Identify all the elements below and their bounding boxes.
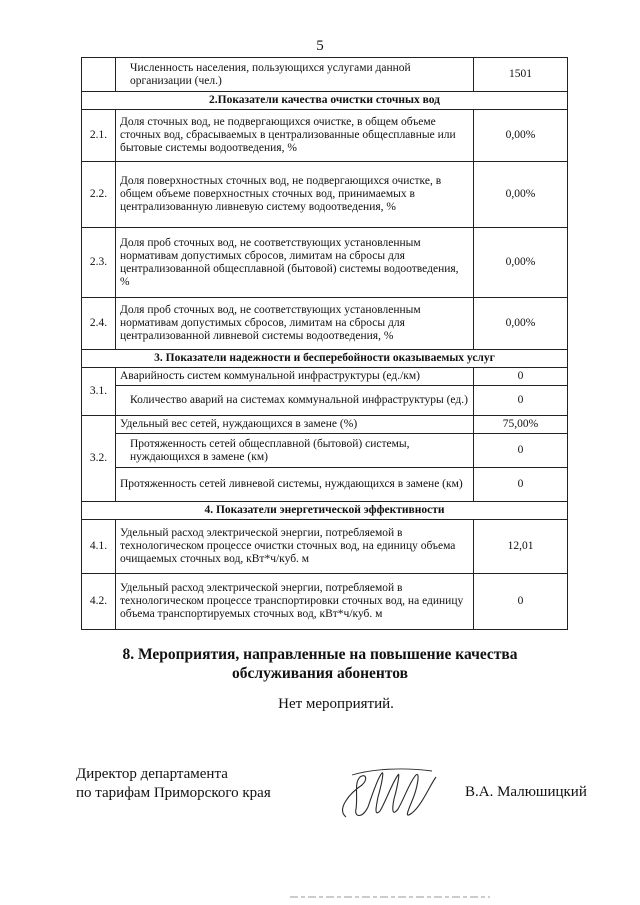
- indicator-text: Удельный вес сетей, нуждающихся в замене (%): [116, 416, 474, 434]
- section-header-row: [82, 350, 568, 368]
- signer-position-line-2: по тарифам Приморского края: [76, 785, 271, 801]
- indicator-value: 0,00%: [474, 162, 568, 228]
- table-row: [82, 162, 568, 228]
- indicator-text: Удельный расход электрической энергии, потребляемой в технологическом процессе транспортировки сточных вод, на единицу объема транспортируемых сточных вод, кВт*ч/куб. м: [116, 574, 474, 630]
- signer-position: [76, 765, 271, 803]
- table-row: [82, 434, 568, 468]
- row-number: 2.4.: [82, 298, 116, 350]
- section-header-row: [82, 502, 568, 520]
- table-row: [82, 110, 568, 162]
- no-events-text: Нет мероприятий.: [278, 696, 394, 712]
- signer-position-line-1: Директор департамента: [76, 766, 228, 782]
- indicator-value: 75,00%: [474, 416, 568, 434]
- row-number: 2.2.: [82, 162, 116, 228]
- section-title: 3. Показатели надежности и бесперебойности оказываемых услуг: [82, 350, 568, 368]
- indicator-value: 0: [474, 468, 568, 502]
- table-row: [82, 368, 568, 386]
- section-8-heading: [0, 645, 640, 683]
- indicator-text: Численность населения, пользующихся услугами данной организации (чел.): [116, 58, 474, 92]
- handwritten-signature: [332, 765, 442, 825]
- indicator-value: 12,01: [474, 520, 568, 574]
- indicator-text: Доля проб сточных вод, не соответствующих установленным нормативам допустимых сбросов, лимитам на сбросы для централизованной ливневой системы водоотведения, %: [116, 298, 474, 350]
- indicator-text: Количество аварий на системах коммунальной инфраструктуры (ед.): [116, 386, 474, 416]
- section-header-row: [82, 92, 568, 110]
- indicator-text: Протяженность сетей общесплавной (бытовой) системы, нуждающихся в замене (км): [116, 434, 474, 468]
- table-row: [82, 298, 568, 350]
- indicator-value: 0: [474, 386, 568, 416]
- section-8-heading-line-1: 8. Мероприятия, направленные на повышение качества: [122, 646, 518, 663]
- table-row: [82, 416, 568, 434]
- row-number: 4.2.: [82, 574, 116, 630]
- indicator-text: Доля поверхностных сточных вод, не подвергающихся очистке, в общем объеме поверхностных сточных вод, принимаемых в централизованную ливневую систему водоотведения, %: [116, 162, 474, 228]
- row-number: 2.1.: [82, 110, 116, 162]
- indicator-value: 0: [474, 434, 568, 468]
- indicator-value: 0,00%: [474, 110, 568, 162]
- table-row: [82, 386, 568, 416]
- indicator-text: Доля сточных вод, не подвергающихся очистке, в общем объеме сточных вод, сбрасываемых в централизованные общесплавные или бытовые системы водоотведения, %: [116, 110, 474, 162]
- table-row: [82, 520, 568, 574]
- indicator-value: 0: [474, 574, 568, 630]
- signer-name: В.А. Малюшицкий: [465, 784, 587, 800]
- indicator-value: 0: [474, 368, 568, 386]
- row-number: 3.2.: [82, 416, 116, 502]
- row-number: 3.1.: [82, 368, 116, 416]
- indicator-text: Протяженность сетей ливневой системы, нуждающихся в замене (км): [116, 468, 474, 502]
- table-row: [82, 228, 568, 298]
- section-title: 4. Показатели энергетической эффективности: [82, 502, 568, 520]
- indicator-value: 0,00%: [474, 228, 568, 298]
- indicator-text: Удельный расход электрической энергии, потребляемой в технологическом процессе очистки сточных вод, на единицу объема очищаемых сточных вод, кВт*ч/куб. м: [116, 520, 474, 574]
- indicators-table: [81, 57, 568, 630]
- row-number: 2.3.: [82, 228, 116, 298]
- row-number: 4.1.: [82, 520, 116, 574]
- indicator-text: Аварийность систем коммунальной инфраструктуры (ед./км): [116, 368, 474, 386]
- footer-scan-marks: [290, 895, 490, 899]
- page-number: 5: [316, 38, 324, 54]
- indicator-value: 1501: [474, 58, 568, 92]
- table-row: [82, 574, 568, 630]
- row-number: [82, 58, 116, 92]
- indicator-value: 0,00%: [474, 298, 568, 350]
- table-row: [82, 58, 568, 92]
- table-row: [82, 468, 568, 502]
- section-title: 2.Показатели качества очистки сточных вод: [82, 92, 568, 110]
- section-8-heading-line-2: обслуживания абонентов: [232, 665, 408, 682]
- indicator-text: Доля проб сточных вод, не соответствующих установленным нормативам допустимых сбросов, лимитам на сбросы для централизованной общесплавной (бытовой) системы водоотведения, %: [116, 228, 474, 298]
